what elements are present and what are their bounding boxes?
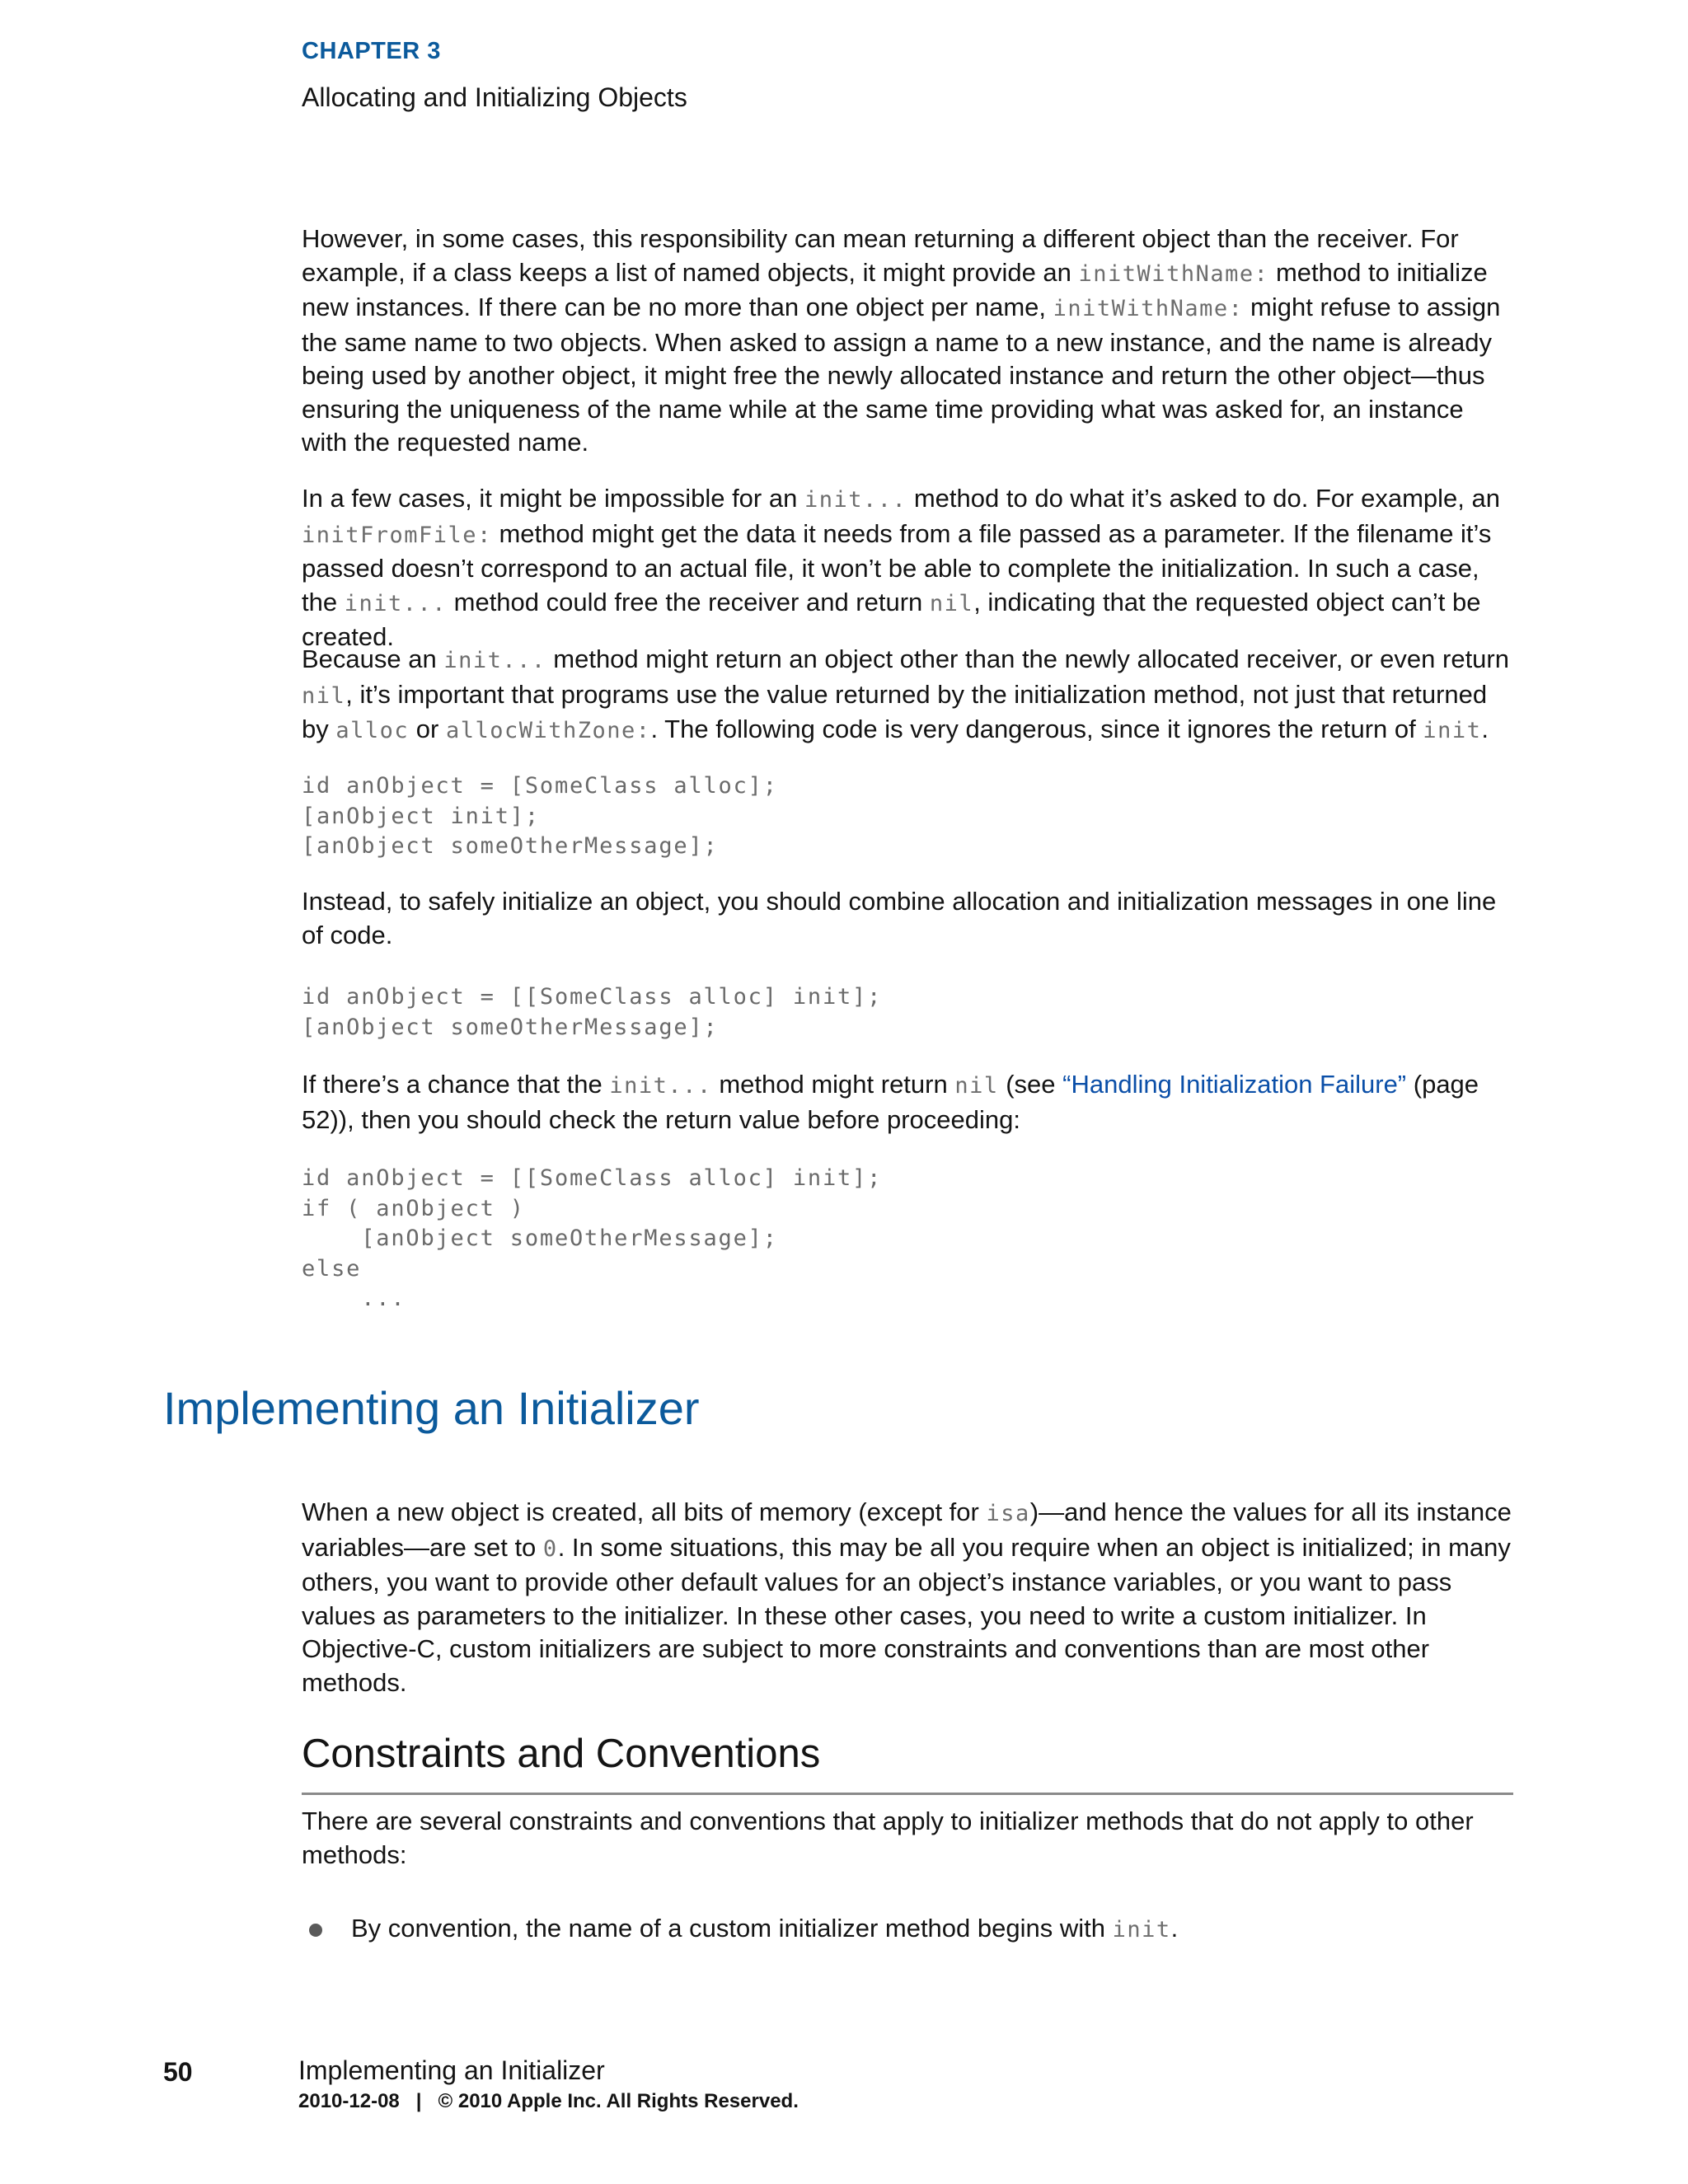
inline-code: init... [804, 487, 907, 513]
inline-code: initWithName: [1053, 296, 1244, 321]
text: method could free the receiver and return [447, 587, 930, 616]
heading-rule [302, 1793, 1513, 1795]
paragraph-1 [302, 223, 1513, 460]
inline-code: isa [986, 1501, 1030, 1526]
text: , it’s important that programs use the value returned by the initialization method, not just that returned by [302, 679, 1488, 743]
chapter-title: Allocating and Initializing Objects [302, 82, 687, 112]
text: method might return [711, 1070, 955, 1099]
inline-code: initWithName: [1078, 260, 1269, 287]
inline-code: init... [443, 648, 546, 673]
inline-code: init... [344, 590, 448, 616]
footer-section-title: Implementing an Initializer [298, 2055, 605, 2085]
inline-code: alloc [335, 718, 410, 743]
inline-code: initFromFile: [302, 522, 492, 548]
text: , indicating that the requested object can’t be created. [302, 587, 1481, 651]
inline-code: init [1423, 718, 1482, 743]
text: . [1481, 715, 1489, 743]
inline-code: allocWithZone: [445, 718, 651, 743]
page-number: 50 [163, 2057, 193, 2087]
text: method to do what it’s asked to do. For example, an [907, 484, 1500, 513]
subsection-heading: Constraints and Conventions [302, 1732, 821, 1776]
section-paragraph [302, 1496, 1513, 1699]
text: If there’s a chance that the [302, 1070, 610, 1099]
inline-code: init [1112, 1917, 1171, 1943]
text: )—and hence the values for all its instance variables—are set to [302, 1497, 1512, 1562]
paragraph-5 [302, 1068, 1513, 1137]
chapter-label: CHAPTER 3 [302, 38, 441, 64]
text: In a few cases, it might be impossible for an [302, 484, 804, 513]
text: or [409, 715, 446, 743]
code-block-2: id anObject = [[SomeClass alloc] init]; [anObject someOtherMessage]; [302, 984, 883, 1040]
text: When a new object is created, all bits of memory (except for [302, 1497, 987, 1526]
paragraph-text: There are several constraints and conventions that apply to initializer methods that do not apply to other methods: [302, 1807, 1474, 1869]
text: Because an [302, 644, 444, 673]
section-heading: Implementing an Initializer [163, 1382, 700, 1434]
inline-code: nil [954, 1073, 999, 1099]
inline-code: nil [929, 590, 974, 616]
text: . The following code is very dangerous, since it ignores the return of [650, 715, 1423, 743]
paragraph-2 [302, 482, 1513, 654]
text: (page 52)), then you should check the return value before proceeding: [302, 1070, 1479, 1134]
paragraph-4 [302, 885, 1513, 952]
text: might refuse to assign the same name to two objects. When asked to assign a name to a new instance, and the name is already being used by another object, it might free the newly allocated instance and return the other object—thus ensuring the uniqueness of the name while at the same time providing what was asked for, an instance with the requested name. [302, 293, 1501, 457]
inline-code: 0 [542, 1535, 558, 1562]
footer-copyright: 2010-12-08 | © 2010 Apple Inc. All Rights Reserved. [298, 2090, 799, 2112]
code-block-1: id anObject = [SomeClass alloc]; [anObject init]; [anObject someOtherMessage]; [302, 773, 778, 859]
inline-code: init... [609, 1073, 712, 1099]
inline-code: nil [302, 682, 346, 709]
text: By convention, the name of a custom initializer method begins with [351, 1914, 1113, 1943]
handling-initialization-failure-link[interactable]: “Handling Initialization Failure” [1062, 1070, 1407, 1099]
text: However, in some cases, this responsibility can mean returning a different object than the receiver. For example, if a class keeps a list of named objects, it might provide an [302, 224, 1459, 287]
code-block-3: id anObject = [[SomeClass alloc] init]; if ( anObject ) [anObject someOtherMessage]; else ... [302, 1165, 883, 1311]
bullet-icon [309, 1924, 322, 1937]
text: . [1170, 1914, 1179, 1943]
text: method might return an object other than the newly allocated receiver, or even return [546, 644, 1509, 673]
paragraph-text: Instead, to safely initialize an object, you should combine allocation and initialization messages in one line of code. [302, 887, 1497, 949]
text: (see [998, 1070, 1063, 1099]
paragraph-3 [302, 643, 1513, 748]
text: method might get the data it needs from a file passed as a parameter. If the filename it’s passed doesn’t correspond to an actual file, it won’t be able to complete the initialization. In such a case, the [302, 518, 1492, 616]
text: method to initialize new instances. If there can be no more than one object per name, [302, 257, 1488, 321]
subsection-paragraph [302, 1805, 1513, 1872]
text: . In some situations, this may be all you require when an object is initialized; in many others, you want to provide other default values for an object’s instance variables, or you want to pass values as parameters to the initializer. In these other cases, you need to write a custom initializer. In Objective-C, custom initializers are subject to more constraints and conventions than are most other methods. [302, 1532, 1511, 1697]
